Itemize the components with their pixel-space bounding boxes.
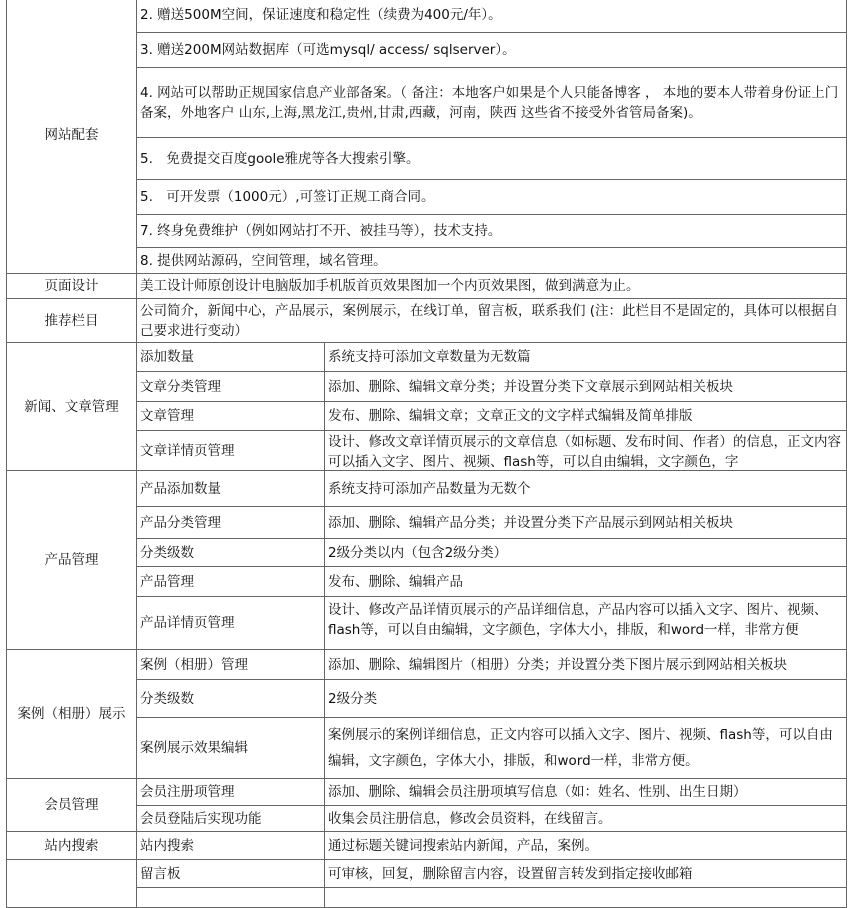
category-recommended-columns: 推荐栏目 [7,299,137,343]
config-item-4: 4. 网站可以帮助正规国家信息产业部备案。（ 备注：本地客户如果是个人只能备博客 ， 本地的要本人带着身份证上门备案，外地客户 山东,上海,黑龙江,贵州,甘肃,西藏，河南，陕西 这些省不接受外省管局备案)。 [137,68,847,138]
product-row-name: 分类级数 [137,539,325,567]
member-row-name: 会员登陆后实现功能 [137,806,325,832]
product-row-name: 产品分类管理 [137,507,325,539]
news-row-desc: 添加、删除、编辑文章分类；并设置分类下文章展示到网站相关板块 [325,372,847,402]
product-row-desc: 添加、删除、编辑产品分类；并设置分类下产品展示到网站相关板块 [325,507,847,539]
case-row-desc: 2级分类 [325,680,847,718]
empty-row-cell [325,888,847,908]
member-row-desc: 添加、删除、编辑会员注册项填写信息（如：姓名、性别、出生日期） [325,779,847,806]
news-row-desc: 系统支持可添加文章数量为无数篇 [325,343,847,372]
case-row-name: 分类级数 [137,680,325,718]
product-row-name: 产品添加数量 [137,471,325,507]
config-item-3: 3. 赠送200M网站数据库（可选mysql/ access/ sqlserver）。 [137,33,847,68]
search-row-name: 站内搜索 [137,832,325,860]
config-item-8: 8. 提供网站源码，空间管理，域名管理。 [137,248,847,274]
feature-table [6,0,847,908]
member-row-name: 会员注册项管理 [137,779,325,806]
recommended-columns-text: 公司简介，新闻中心，产品展示，案例展示，在线订单，留言板，联系我们 (注：此栏目不是固定的，具体可以根据自己要求进行变动） [137,299,847,343]
news-row-name: 添加数量 [137,343,325,372]
case-row-desc: 添加、删除、编辑图片（相册）分类；并设置分类下图片展示到网站相关板块 [325,650,847,680]
member-row-desc: 收集会员注册信息，修改会员资料，在线留言。 [325,806,847,832]
news-row-name: 文章分类管理 [137,372,325,402]
case-row-name: 案例展示效果编辑 [137,718,325,779]
category-website-config: 网站配套 [7,0,137,274]
news-row-desc: 发布、删除、编辑文章；文章正文的文字样式编辑及简单排版 [325,402,847,431]
category-guestbook [7,860,137,908]
page-design-text: 美工设计师原创设计电脑版加手机版首页效果图加一个内页效果图，做到满意为止。 [137,274,847,299]
config-item-5b: 5. 可开发票（1000元）,可签订正规工商合同。 [137,180,847,215]
category-members: 会员管理 [7,779,137,832]
config-item-7: 7. 终身免费维护（例如网站打不开、被挂马等），技术支持。 [137,215,847,248]
news-row-name: 文章管理 [137,402,325,431]
news-row-desc: 设计、修改文章详情页展示的文章信息（如标题、发布时间、作者）的信息，正文内容可以插入文字、图片、视频、flash等，可以自由编辑，文字颜色，字 [328,434,841,469]
config-item-2: 2. 赠送500M空间，保证速度和稳定性（续费为400元/年）。 [137,0,847,33]
product-row-desc: 2级分类以内（包含2级分类） [325,539,847,567]
category-cases: 案例（相册）展示 [7,650,137,779]
product-row-name: 产品管理 [137,567,325,597]
product-row-desc: 发布、删除、编辑产品 [325,567,847,597]
guestbook-row-name: 留言板 [137,860,325,888]
category-site-search: 站内搜索 [7,832,137,860]
category-news: 新闻、文章管理 [7,343,137,471]
case-row-desc: 案例展示的案例详细信息，正文内容可以插入文字、图片、视频、flash等，可以自由编辑，文字颜色，字体大小，排版，和word一样，非常方便。 [325,718,847,779]
case-row-name: 案例（相册）管理 [137,650,325,680]
category-page-design: 页面设计 [7,274,137,299]
product-row-desc: 系统支持可添加产品数量为无数个 [325,471,847,507]
product-row-name: 产品详情页管理 [137,597,325,650]
empty-row-cell [137,888,325,908]
search-row-desc: 通过标题关键词搜索站内新闻，产品，案例。 [325,832,847,860]
guestbook-row-desc: 可审核，回复，删除留言内容，设置留言转发到指定接收邮箱 [325,860,847,888]
news-row-name: 文章详情页管理 [137,431,325,471]
product-row-desc: 设计、修改产品详情页展示的产品详细信息，产品内容可以插入文字、图片、视频、flash等，可以自由编辑，文字颜色，字体大小，排版，和word一样，非常方便 [328,602,828,638]
category-products: 产品管理 [7,471,137,650]
config-item-5a: 5. 免费提交百度goole雅虎等各大搜索引擎。 [137,138,847,180]
